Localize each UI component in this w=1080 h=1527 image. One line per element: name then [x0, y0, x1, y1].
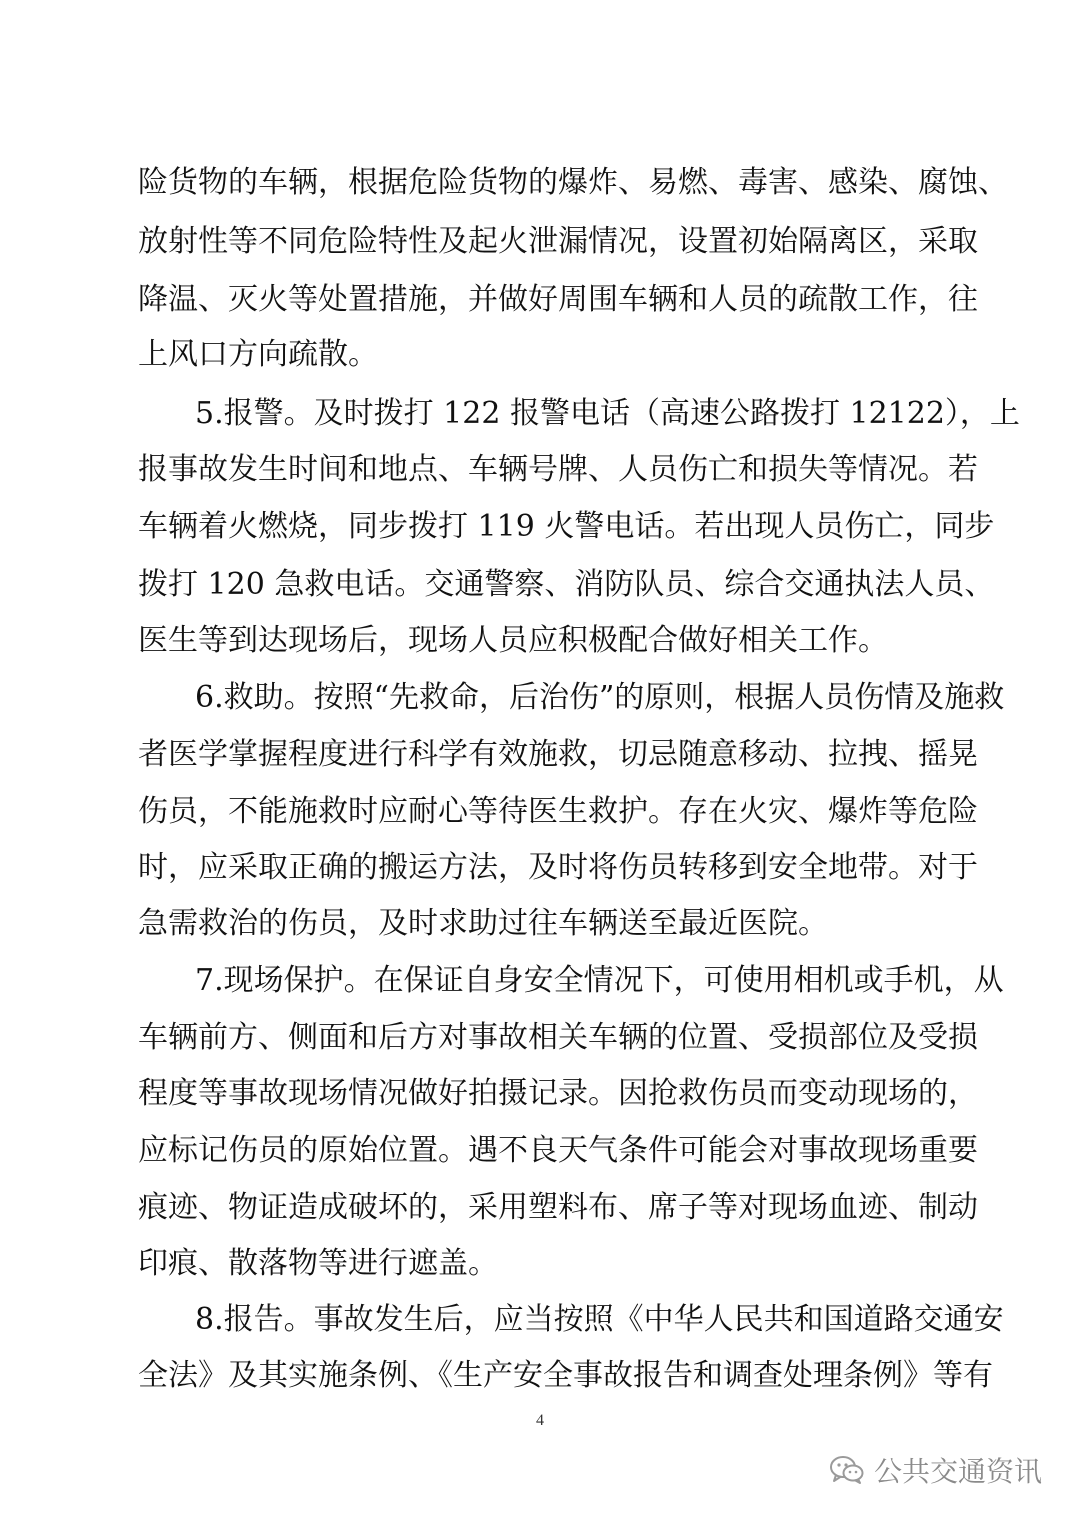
body-line: 拨打 120 急救电话。交通警察、消防队员、综合交通执法人员、: [138, 567, 995, 602]
body-line-item-6: 6.救助。按照“先救命，后治伤”的原则，根据人员伤情及施救: [195, 680, 1005, 715]
body-line: 痕迹、物证造成破坏的，采用塑料布、席子等对现场血迹、制动: [138, 1190, 978, 1225]
body-line: 车辆着火燃烧，同步拨打 119 火警电话。若出现人员伤亡，同步: [138, 509, 995, 544]
body-line: 印痕、散落物等进行遮盖。: [138, 1246, 498, 1281]
body-line: 应标记伤员的原始位置。遇不良天气条件可能会对事故现场重要: [138, 1133, 978, 1168]
body-line: 急需救治的伤员，及时求助过往车辆送至最近医院。: [138, 906, 828, 941]
body-line: 伤员，不能施救时应耐心等待医生救护。存在火灾、爆炸等危险: [138, 794, 978, 829]
page-number: 4: [536, 1412, 544, 1429]
body-line-item-5: 5.报警。及时拨打 122 报警电话（高速公路拨打 12122），上: [195, 396, 1020, 431]
body-line: 上风口方向疏散。: [138, 337, 378, 372]
body-line-item-8: 8.报告。事故发生后，应当按照《中华人民共和国道路交通安: [195, 1302, 1004, 1337]
body-line: 降温、灭火等处置措施，并做好周围车辆和人员的疏散工作，往: [138, 282, 978, 317]
body-line: 放射性等不同危险特性及起火泄漏情况，设置初始隔离区，采取: [138, 224, 978, 259]
body-line: 全法》及其实施条例、《生产安全事故报告和调查处理条例》等有: [138, 1358, 993, 1393]
body-line: 程度等事故现场情况做好拍摄记录。因抢救伤员而变动现场的，: [138, 1076, 978, 1111]
body-line: 医生等到达现场后，现场人员应积极配合做好相关工作。: [138, 623, 888, 658]
body-line: 报事故发生时间和地点、车辆号牌、人员伤亡和损失等情况。若: [138, 452, 978, 487]
body-line: 车辆前方、侧面和后方对事故相关车辆的位置、受损部位及受损: [138, 1020, 978, 1055]
body-line-item-7: 7.现场保护。在保证自身安全情况下，可使用相机或手机，从: [195, 963, 1004, 998]
body-line: 时，应采取正确的搬运方法，及时将伤员转移到安全地带。对于: [138, 850, 978, 885]
source-watermark: [830, 1450, 1042, 1490]
wechat-icon: [830, 1455, 864, 1485]
body-line: 险货物的车辆，根据危险货物的爆炸、易燃、毒害、感染、腐蚀、: [138, 165, 1008, 200]
watermark-text: 公共交通资讯: [873, 1455, 1042, 1488]
body-line: 者医学掌握程度进行科学有效施救，切忌随意移动、拉拽、摇晃: [138, 737, 978, 772]
